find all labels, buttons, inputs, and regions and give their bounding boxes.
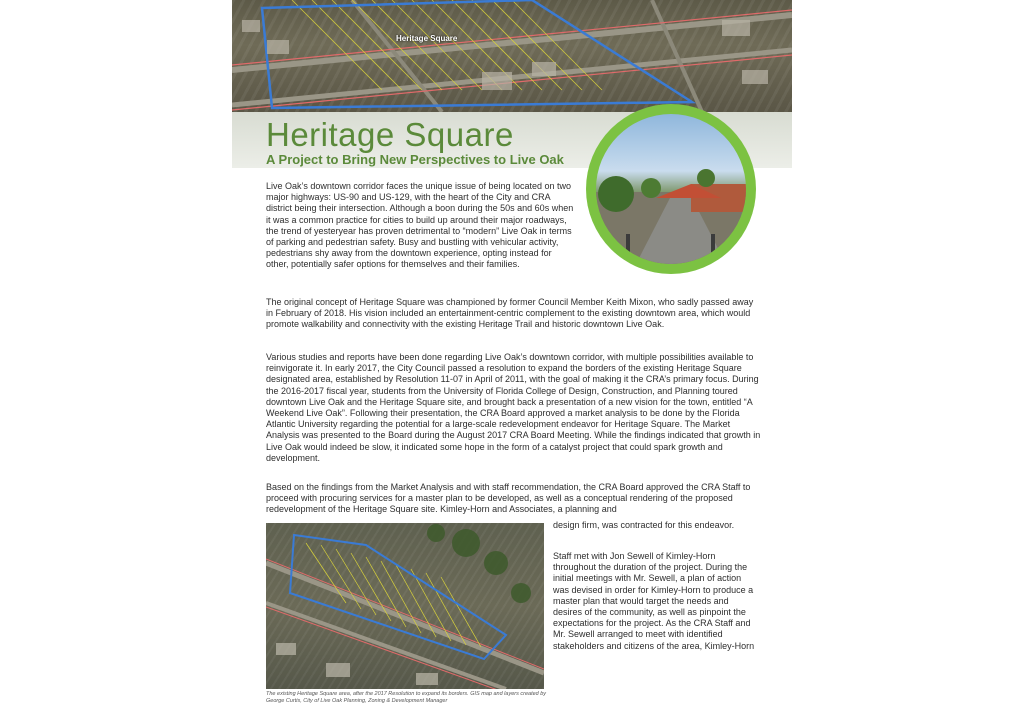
page-subtitle: A Project to Bring New Perspectives to Live Oak: [266, 152, 564, 167]
paragraph-text: Various studies and reports have been done regarding Live Oak’s downtown corridor, with multiple possibilities available to reinvigorate it. In early 2017, the City Council passed a resolution to expand the borders of the existing Heritage Square designated area, established by Resolution 11-07 in April of 2011, with the goal of making it the CRA’s primary focus. During the 2016-2017 fiscal year, students from the University of Florida College of Design, Construction, and Planning toured downtown Live Oak and the Heritage Square site, and brought back a presentation of a new vision for the town, entitled “A Weekend Live Oak”. Following their presentation, the CRA Board approved a market analysis to be done by the Florida Atlantic University regarding the potential for a large-scale redevelopment endeavor for Heritage Square. The Market Analysis was presented to the Board during the August 2017 CRA Board Meeting. While the findings indicated that growth in Live Oak would indeed be slow, it indicated some hope in the form of a catalyst project that could spark growth and development.: [266, 352, 761, 463]
lamp-post: [626, 234, 630, 264]
document-page: [232, 0, 792, 726]
paragraph-studies: [266, 352, 762, 470]
paragraph-text: Live Oak’s downtown corridor faces the unique issue of being located on two major highways: US-90 and US-129, with the heart of the City and CRA district being their intersection. Although a boon during the 50s and 60s when it was a common practice for cities to build up around their major roadways, the trend of yesteryear has proven detrimental to “modern” Live Oak in terms of parking and pedestrian safety. Busy and bustling with vehicular activity, pedestrians shy away from the downtown experience, opting instead for other, potentially safer options for themselves and their families.: [266, 181, 574, 270]
aerial-map-bottom: [266, 523, 544, 689]
paragraph-concept: [266, 297, 762, 337]
paragraph-findings: [266, 482, 762, 522]
street: [652, 0, 702, 112]
tree: [598, 176, 634, 212]
paragraph-intro: [266, 181, 576, 277]
buildings: [276, 643, 438, 685]
paragraph-text: Based on the findings from the Market Analysis and with staff recommendation, the CRA Board approved the CRA Staff to proceed with procuring services for a master plan to be developed, as well as a conceptual rendering of the proposed redevelopment of the Heritage Square site. Kimley-Horn and Associates, a planning and: [266, 482, 751, 515]
paragraph-text: design firm, was contracted for this endeavor.: [553, 520, 735, 530]
map-caption: The existing Heritage Square area, after the 2017 Resolution to expand its borders. GIS map and layers created by George Curtis, City of Live Oak Planning, Zoning & Development Manager: [266, 691, 547, 704]
tree-canopy: [427, 524, 531, 603]
paragraph-text: The original concept of Heritage Square was championed by former Council Member Keith Mixon, who sadly passed away in February of 2018. His vision included an entertainment-centric complement to the existing downtown area, which would promote walkability and connectivity with the existing Heritage Trail and historic downtown Live Oak.: [266, 297, 754, 330]
tree: [697, 169, 715, 187]
rendering-graphic: [596, 114, 746, 264]
lamp-post: [711, 234, 715, 264]
paragraph-meetings: [553, 551, 759, 658]
aerial-map-top: [232, 0, 792, 112]
tree: [641, 178, 661, 198]
aerial-map-bottom-graphic: [266, 523, 544, 689]
aerial-map-top-graphic: [232, 0, 792, 112]
paragraph-text: Staff met with Jon Sewell of Kimley-Horn throughout the duration of the project. During the initial meetings with Mr. Sewell, a plan of action was devised in order for Kimley-Horn to produce a master plan that would target the needs and desires of the community, as well as pinpoint the expectations for the project. As the CRA Staff and Mr. Sewell arranged to meet with identified stakeholders and citizens of the area, Kimley-Horn: [553, 551, 755, 651]
street: [232, 15, 792, 70]
rendering-circle-frame: [586, 104, 756, 274]
map-label: Heritage Square: [396, 34, 458, 43]
parcel-hatching: [306, 543, 481, 647]
heritage-square-boundary: [262, 0, 692, 108]
page-title: Heritage Square: [266, 116, 514, 153]
paragraph-findings-cont: [553, 520, 759, 537]
rendering-image: [596, 114, 746, 264]
